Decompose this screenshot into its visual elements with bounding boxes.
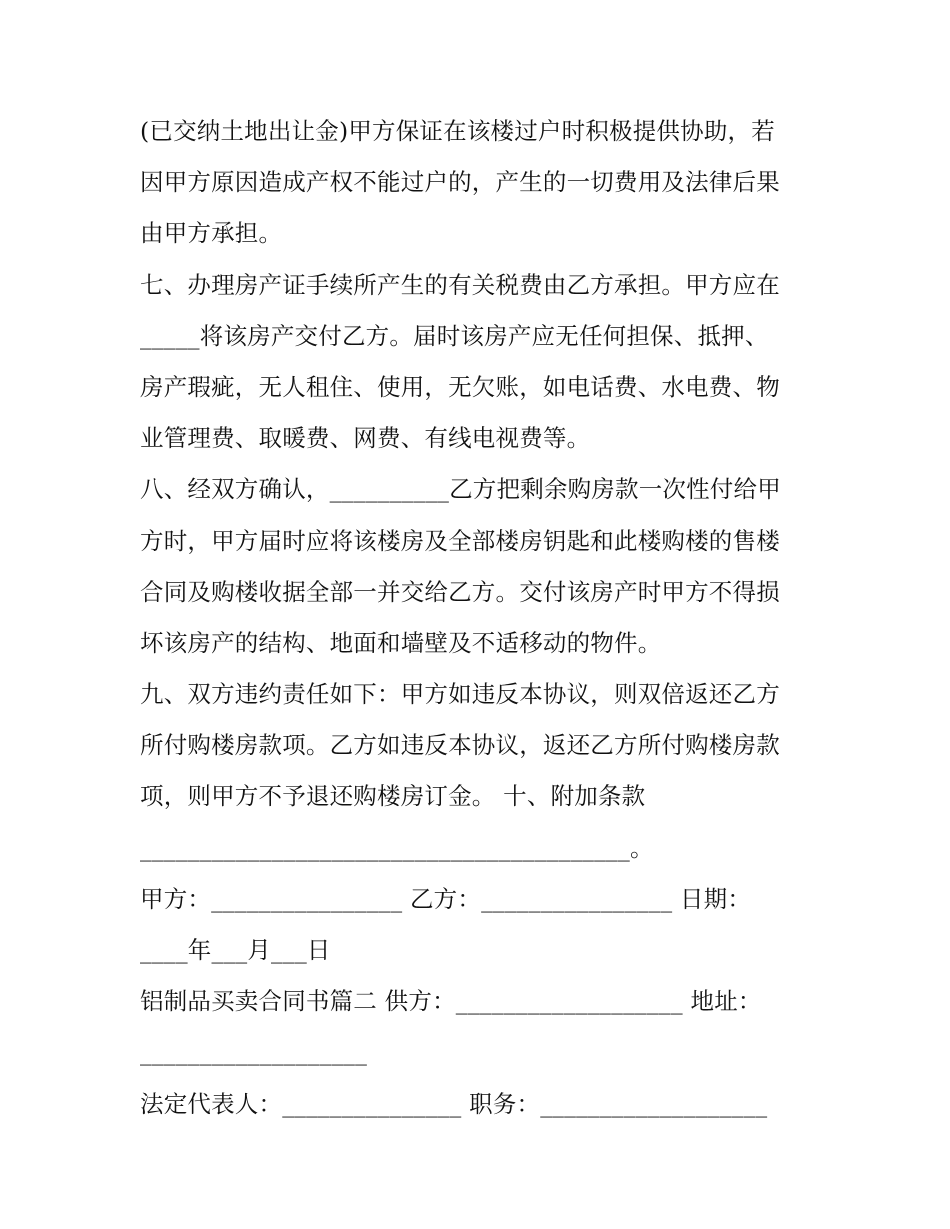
text-line: 九、双方违约责任如下：甲方如违反本协议，则双倍返还乙方 bbox=[140, 680, 780, 709]
text-line: 因甲方原因造成产权不能过户的，产生的一切费用及法律后果 bbox=[140, 168, 780, 197]
document-body bbox=[140, 106, 830, 1130]
text-line: 所付购楼房款项。乙方如违反本协议，返还乙方所付购楼房款 bbox=[140, 731, 780, 760]
text-line: 合同及购楼收据全部一并交给乙方。交付该房产时甲方不得损 bbox=[140, 577, 780, 606]
text-line: 由甲方承担。 bbox=[140, 219, 283, 248]
text-line: _____将该房产交付乙方。届时该房产应无任何担保、抵押、 bbox=[140, 321, 769, 350]
text-line: _________________________________________。 bbox=[140, 833, 654, 862]
text-line: 八、经双方确认，__________乙方把剩余购房款一次性付给甲 bbox=[140, 475, 781, 504]
date-line: ____年___月___日 bbox=[140, 936, 331, 964]
text-line: 业管理费、取暖费、网费、有线电视费等。 bbox=[140, 424, 591, 453]
text-line: 坏该房产的结构、地面和墙壁及不适移动的物件。 bbox=[140, 628, 662, 657]
text-line: (已交纳土地出让金)甲方保证在该楼过户时积极提供协助，若 bbox=[140, 117, 775, 145]
signature-line: 甲方：________________ 乙方：________________ 日期： bbox=[140, 884, 752, 913]
text-line: 七、办理房产证手续所产生的有关税费由乙方承担。甲方应在 bbox=[140, 270, 780, 299]
text-line: 房产瑕疵，无人租住、使用，无欠账，如电话费、水电费、物 bbox=[140, 372, 780, 401]
text-line: ___________________ bbox=[140, 1038, 368, 1067]
text-line: 法定代表人：_______________ 职务：___________________ bbox=[140, 1089, 768, 1118]
text-line: 铝制品买卖合同书篇二 供方：___________________ 地址： bbox=[140, 987, 762, 1016]
text-line: 项，则甲方不予退还购楼房订金。 十、附加条款 bbox=[140, 782, 646, 811]
text-line: 方时，甲方届时应将该楼房及全部楼房钥匙和此楼购楼的售楼 bbox=[140, 526, 780, 555]
